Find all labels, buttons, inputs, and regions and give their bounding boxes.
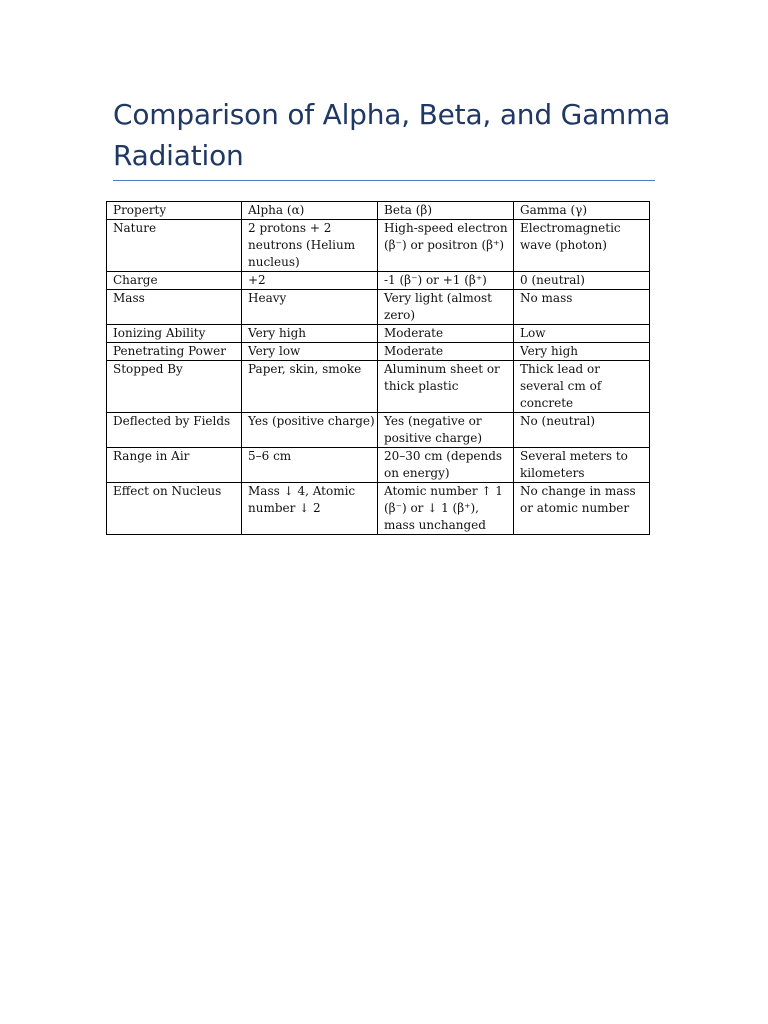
alpha-cell: Very high: [242, 325, 378, 343]
beta-cell: Moderate: [378, 325, 514, 343]
row-label: Charge: [107, 272, 242, 290]
beta-cell: Yes (negative or positive charge): [378, 413, 514, 448]
beta-cell: -1 (β⁻) or +1 (β⁺): [378, 272, 514, 290]
table-row: [107, 290, 650, 325]
alpha-cell: Yes (positive charge): [242, 413, 378, 448]
gamma-cell: 0 (neutral): [514, 272, 650, 290]
table-row: [107, 272, 650, 290]
header-cell-gamma: Gamma (γ): [514, 202, 650, 220]
alpha-cell: Heavy: [242, 290, 378, 325]
header-cell-alpha: Alpha (α): [242, 202, 378, 220]
title-underline: [113, 180, 655, 181]
gamma-cell: Electromagnetic wave (photon): [514, 220, 650, 272]
table-row: [107, 448, 650, 483]
gamma-cell: Several meters to kilometers: [514, 448, 650, 483]
row-label: Effect on Nucleus: [107, 483, 242, 535]
table-row: [107, 361, 650, 413]
document-title: Comparison of Alpha, Beta, and Gamma Radiation: [113, 98, 671, 172]
table-header-row: [107, 202, 650, 220]
gamma-cell: Thick lead or several cm of concrete: [514, 361, 650, 413]
table-row: [107, 343, 650, 361]
beta-cell: Very light (almost zero): [378, 290, 514, 325]
row-label: Nature: [107, 220, 242, 272]
table-row: [107, 413, 650, 448]
beta-cell: 20–30 cm (depends on energy): [378, 448, 514, 483]
alpha-cell: Paper, skin, smoke: [242, 361, 378, 413]
beta-cell: Atomic number ↑ 1 (β⁻) or ↓ 1 (β⁺), mass unchanged: [378, 483, 514, 535]
row-label: Range in Air: [107, 448, 242, 483]
gamma-cell: Very high: [514, 343, 650, 361]
row-label: Stopped By: [107, 361, 242, 413]
header-cell-beta: Beta (β): [378, 202, 514, 220]
gamma-cell: No change in mass or atomic number: [514, 483, 650, 535]
beta-cell: Aluminum sheet or thick plastic: [378, 361, 514, 413]
alpha-cell: 5–6 cm: [242, 448, 378, 483]
gamma-cell: No (neutral): [514, 413, 650, 448]
row-label: Mass: [107, 290, 242, 325]
beta-cell: High-speed electron (β⁻) or positron (β⁺): [378, 220, 514, 272]
gamma-cell: Low: [514, 325, 650, 343]
alpha-cell: Mass ↓ 4, Atomic number ↓ 2: [242, 483, 378, 535]
row-label: Penetrating Power: [107, 343, 242, 361]
header-cell-property: Property: [107, 202, 242, 220]
table-row: [107, 325, 650, 343]
table-row: [107, 483, 650, 535]
gamma-cell: No mass: [514, 290, 650, 325]
beta-cell: Moderate: [378, 343, 514, 361]
alpha-cell: Very low: [242, 343, 378, 361]
alpha-cell: +2: [242, 272, 378, 290]
table-row: [107, 220, 650, 272]
radiation-comparison-table: [106, 201, 650, 535]
row-label: Ionizing Ability: [107, 325, 242, 343]
alpha-cell: 2 protons + 2 neutrons (Helium nucleus): [242, 220, 378, 272]
row-label: Deflected by Fields: [107, 413, 242, 448]
